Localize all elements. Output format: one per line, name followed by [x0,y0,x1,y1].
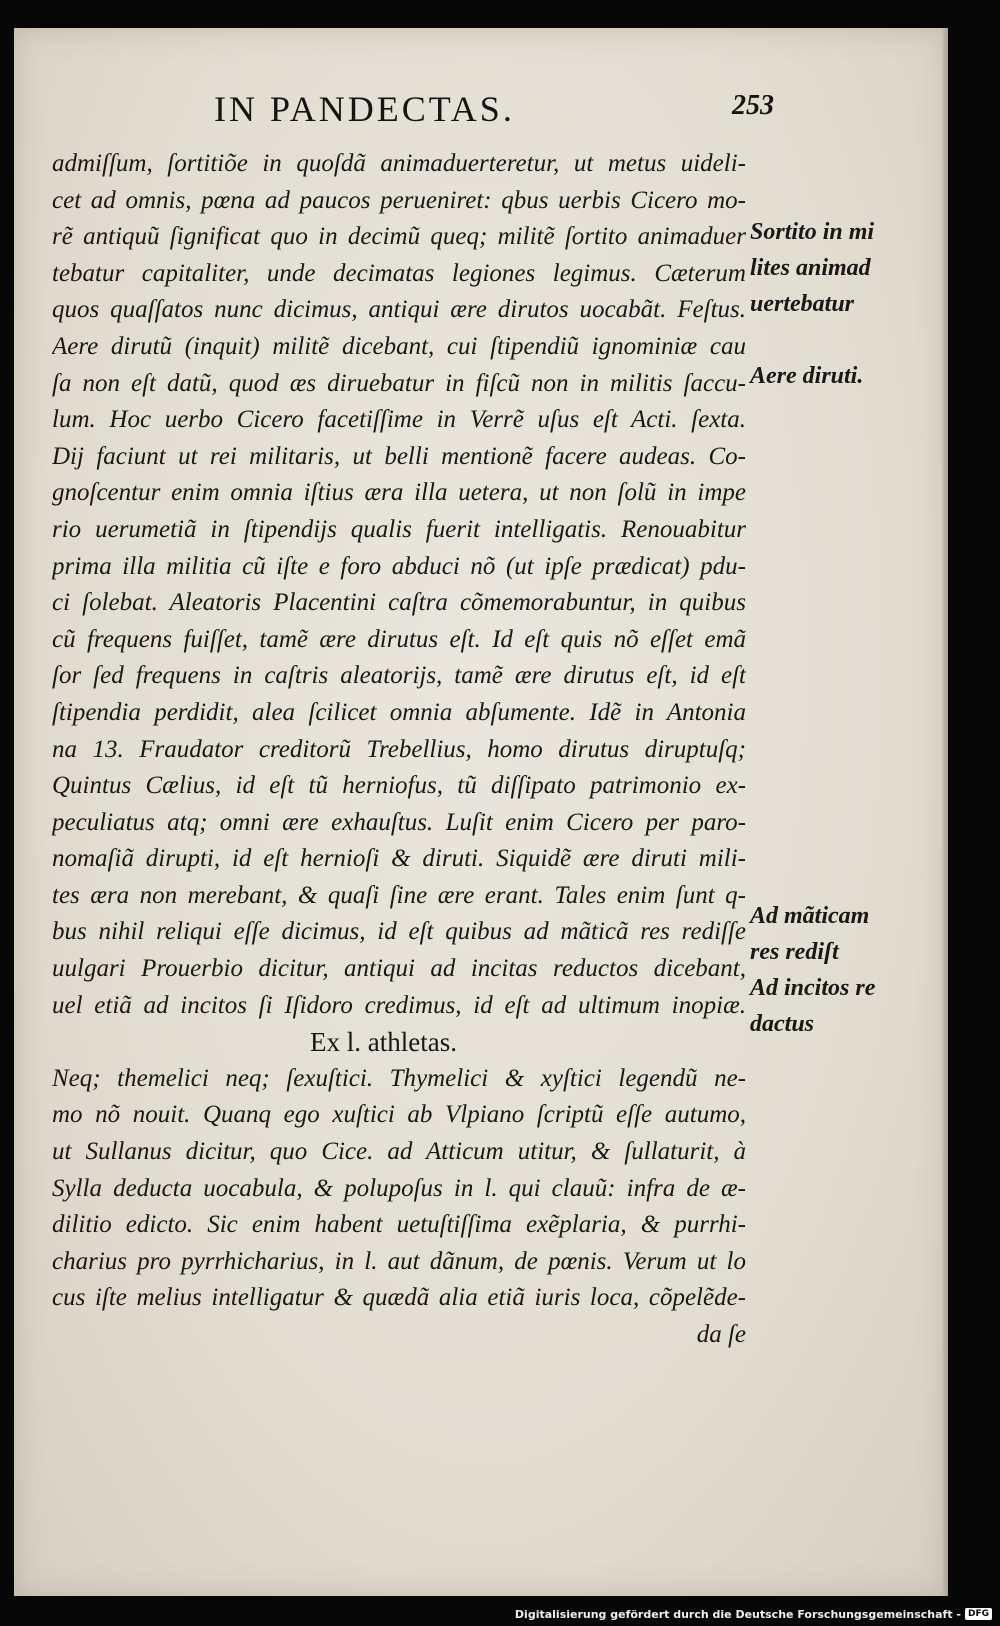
text-line: uel etiã ad incitos ſi Iſidoro credimus, id eſt ad ultimum inopiæ. [52,991,746,1019]
catchword-line: da ſe [696,1321,746,1348]
margin-note: Aere diruti. [750,363,864,389]
margin-note: uertebatur [750,291,855,317]
text-line: Sylla deducta uocabula, & polupoſus in l. qui clauũ: infra de æ- [52,1174,746,1202]
text-line: prima illa militia cũ iſte e foro abduci nõ (ut ipſe prædicat) pdu- [52,552,746,580]
text-line: rio uerumetiã in ſtipendijs qualis fuerit intelligatis. Renouabitur [52,515,746,543]
margin-note: lites animad [750,255,871,281]
text-line: cet ad omnis, pœna ad paucos perueniret: qbus uerbis Cicero mo- [52,186,746,214]
text-line: admiſſum, ſortitiõe in quoſdã animaduerteretur, ut metus uideli- [52,150,746,177]
book-page [14,28,948,1596]
text-line: mo nõ nouit. Quanq ego xuſtici ab Vlpiano ſcriptũ eſſe autumo, [52,1101,746,1129]
page-header [214,88,774,138]
text-line: nomaſiã dirupti, id eſt hernioſi & diruti. Siquidẽ ære diruti mili- [52,845,746,873]
running-title: IN PANDECTAS. [214,89,515,129]
margin-note: Sortito in mi [750,219,875,245]
text-line: cũ frequens fuiſſet, tamẽ ære dirutus eſt. Id eſt quis nõ eſſet emã [52,625,746,653]
text-line: quos quaſſatos nunc dicimus, antiqui ære dirutos uocabãt. Feſtus. [52,296,746,324]
text-line: rẽ antiquũ ſignificat quo in decimũ queq; militẽ ſortito animaduer [52,223,746,251]
text-line: na 13. Fraudator creditorũ Trebellius, homo dirutus diruptuſq; [52,735,746,763]
margin-note: res rediſt [750,939,839,965]
text-line: Neq; themelici neq; ſexuſtici. Thymelici & xyſtici legendũ ne- [52,1064,746,1092]
main-text-block [52,146,746,1354]
text-line: ci ſolebat. Aleatoris Placentini caſtra cõmemorabuntur, in quibus [52,589,746,617]
text-line: gnoſcentur enim omnia iſtius æra illa uetera, ut non ſolũ in impe [52,479,746,507]
text-line: cus iſte melius intelligatur & quædã alia etiã iuris loca, cõpelẽde- [52,1284,746,1312]
text-line: lum. Hoc uerbo Cicero facetiſſime in Verrẽ uſus eſt Acti. ſexta. [52,406,746,434]
margin-notes [750,28,940,1428]
text-line: ſor ſed frequens in caſtris aleatorijs, tamẽ ære dirutus eſt, id eſt [52,662,746,690]
text-line: ſa non eſt datũ, quod æs diruebatur in fiſcũ non in militis ſaccu- [52,369,746,397]
text-line: bus nihil reliqui eſſe dicimus, id eſt quibus ad mãticã res rediſſe [52,918,746,946]
margin-note: Ad mãticam [750,903,870,929]
section-heading: Ex l. athletas. [310,1027,457,1058]
text-line: Quintus Cælius, id eſt tũ herniofus, tũ diſſipato patrimonio ex- [52,772,746,800]
digitization-credit-bar [515,1604,992,1624]
text-line: tebatur capitaliter, unde decimatas legiones legimus. Cæterum [52,259,746,287]
text-line: ſtipendia perdidit, alea ſcilicet omnia abſumente. Idẽ in Antonia [52,698,746,726]
text-line: ut Sullanus dicitur, quo Cice. ad Atticum utitur, & ſullaturit, à [52,1138,746,1166]
text-line: charius pro pyrrhicharius, in l. aut dãnum, de pœnis. Verum ut lo [52,1247,746,1275]
text-line: Dij faciunt ut rei militaris, ut belli mentionẽ facere audeas. Co- [52,442,746,470]
dfg-logo: DFG [965,1608,992,1620]
digitization-credit: Digitalisierung gefördert durch die Deutsche Forschungsgemeinschaft - [514,1607,961,1621]
text-line: Aere dirutũ (inquit) militẽ dicebant, cui ſtipendiũ ignominiæ cau [52,332,746,360]
page-edge [942,28,948,1596]
text-line: tes æra non merebant, & quaſi ſine ære erant. Tales enim ſunt q- [52,881,746,909]
text-line: dilitio edicto. Sic enim habent uetuſtiſſima exẽplaria, & purrhi- [52,1211,746,1239]
text-line: peculiatus atq; omni ære exhauſtus. Luſit enim Cicero per paro- [52,808,746,836]
page-number: 253 [732,90,774,121]
text-line: uulgari Prouerbio dicitur, antiqui ad incitas reductos dicebant, [52,955,746,983]
margin-note: dactus [750,1011,815,1037]
margin-note: Ad incitos re [750,975,876,1001]
